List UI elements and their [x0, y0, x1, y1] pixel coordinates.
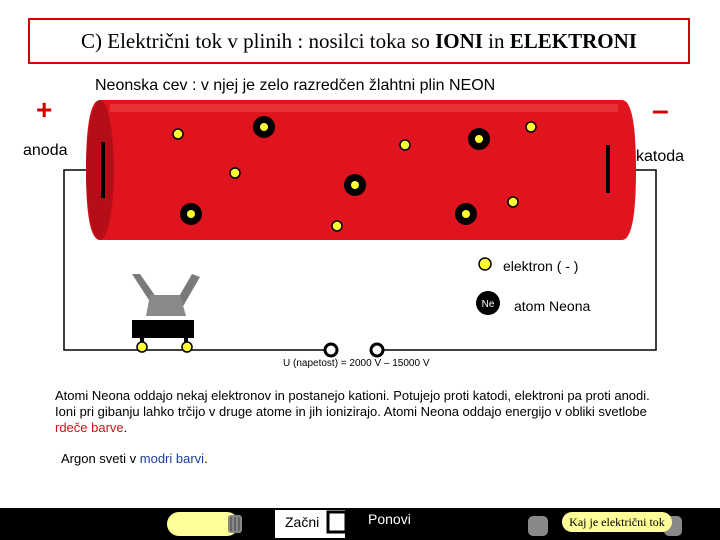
tube-end-left	[86, 100, 114, 240]
atom	[344, 174, 366, 196]
legend-atom-label: atom Neona	[514, 298, 591, 314]
title-electrons: ELEKTRONI	[509, 28, 637, 53]
what-is-current-button[interactable]	[562, 512, 672, 532]
electron	[332, 221, 342, 231]
atom	[180, 203, 202, 225]
minus-sign: –	[652, 94, 669, 127]
atom	[455, 203, 477, 225]
voltage-label: U (napetost) = 2000 V – 15000 V	[283, 358, 430, 369]
tube-caption: Neonska cev : v njej je zelo razredčen žlahtni plin NEON	[95, 77, 496, 94]
neon-tube	[86, 100, 636, 240]
electron	[230, 168, 240, 178]
start-button-label[interactable]: Začni	[285, 514, 320, 530]
atom	[468, 128, 490, 150]
anode-label: anoda	[23, 142, 68, 159]
electron	[400, 140, 410, 150]
description-part1: Atomi Neona oddajo nekaj elektronov in postanejo kationi. Potujejo proti katodi, elektroni pa proti anodi. Ioni pri gibanju lahko trčijo v druge atome in jih ionizirajo. Atomi Neona oddajo energijo v obliki svetlobe	[55, 388, 650, 419]
electron	[526, 122, 536, 132]
argon-part2: .	[204, 451, 208, 466]
title-middle: in	[482, 28, 510, 53]
cathode-label: katoda	[636, 148, 685, 165]
argon-blue-phrase: modri barvi	[139, 451, 205, 466]
tube-highlight	[110, 104, 618, 112]
description-part2: .	[123, 420, 128, 435]
argon-part1: Argon sveti v	[61, 451, 140, 466]
legend-electron-label: elektron ( - )	[503, 258, 579, 274]
legend-electron-symbol	[479, 258, 491, 270]
switch[interactable]	[132, 274, 200, 352]
repeat-button-label[interactable]: Ponovi	[368, 511, 411, 527]
title-prefix: C) Električni tok v plinih : nosilci toka so	[81, 28, 436, 53]
electron	[173, 129, 183, 139]
nav-pill-button[interactable]	[167, 512, 242, 536]
argon-text	[61, 451, 208, 466]
terminal-right	[371, 344, 383, 356]
legend-atom-symbol-text: Ne	[481, 299, 495, 310]
atom	[253, 116, 275, 138]
what-is-current-button-label: Kaj je električni tok	[569, 514, 665, 529]
electron	[508, 197, 518, 207]
description-red-phrase: rdeče barve	[55, 420, 124, 435]
plus-sign: +	[36, 94, 53, 125]
terminal-left	[325, 344, 337, 356]
description-text	[55, 388, 655, 436]
title-ions: IONI	[435, 28, 483, 53]
